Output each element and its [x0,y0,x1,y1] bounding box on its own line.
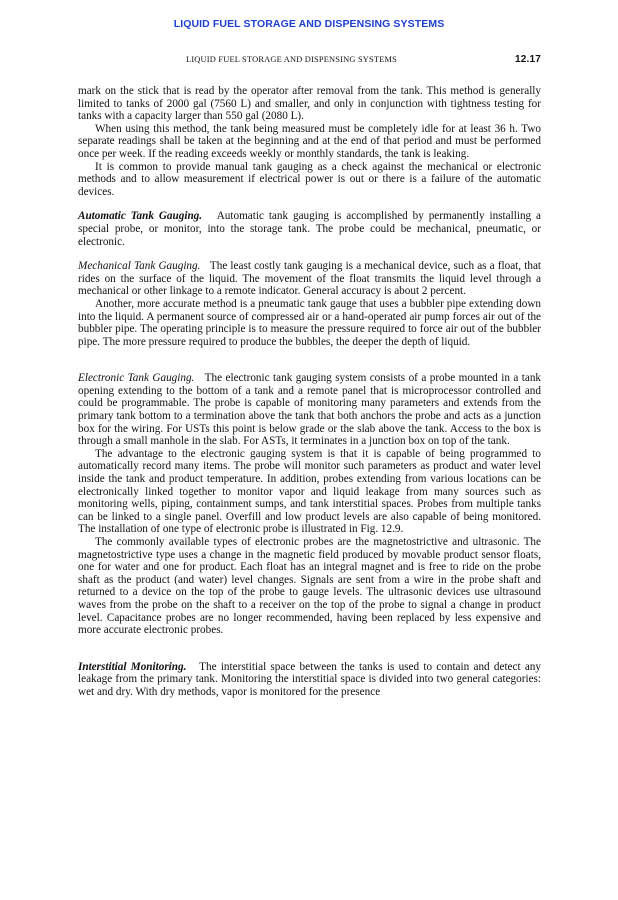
paragraph: mark on the stick that is read by the operator after removal from the tank. This method is generally limited to tanks of 2000 gal (7560 L) and smaller, and only in conjunction with tightness testing for tanks with a capacity larger than 550 gal (2080 L). [78,85,541,123]
section-heading: Automatic Tank Gauging. [78,210,203,223]
section-interstitial-monitoring [78,661,541,699]
paragraph: The advantage to the electronic gauging system is that it is capable of being programmed to automatically record many items. The probe will monitor such parameters as product and water level inside the tank and product temperature. In addition, probes extending from various locations can be electronically linked together to monitor vapor and liquid leakage from many sources such as monitoring wells, piping, containment sumps, and tank interstitial spaces. Probes from multiple tanks can be linked to a single panel. Overfill and low product levels are also capable of being monitored. The installation of one type of electronic probe is illustrated in Fig. 12.9. [78,447,541,536]
paragraph-text: The interstitial space between the tanks is used to contain and detect any leakage from the primary tank. Monitoring the interstitial space is divided into two general categories: wet and dry. With dry methods, vapor is monitored for the presence [78,660,541,698]
paragraph: When using this method, the tank being measured must be completely idle for at least 36 h. Two separate readings shall be taken at the beginning and at the end of that period and must be performed once per week. If the reading exceeds weekly or monthly standards, the tank is leaking. [78,122,541,160]
paragraph: Another, more accurate method is a pneumatic tank gauge that uses a bubbler pipe extending down into the liquid. A permanent source of compressed air or a hand-operated air pump forces air out of the bubbler pipe. The operating principle is to measure the pressure required to force air out of the bubbler pipe. The more pressure required to produce the bubbles, the deeper the depth of liquid. [78,297,541,348]
subsection-heading: Electronic Tank Gauging. [78,372,195,385]
running-head-title: LIQUID FUEL STORAGE AND DISPENSING SYSTEMS [186,55,398,64]
page-number: 12.17 [514,54,541,65]
subsection-heading: Mechanical Tank Gauging. [78,260,201,273]
section-automatic-tank-gauging [78,210,541,248]
paragraph-text: The electronic tank gauging system consists of a probe mounted in a tank opening extending to the bottom of a tank and a remote panel that is microprocessor controlled and could be programmable. The probe is capable of monitoring many parameters and extends from the primary tank bottom to a termination above the tank that both anchors the probe and acts as a junction box for the wiring. For USTs this point is below grade or the slab above the tank. Access to the box is through a small manhole in the slab. For ASTs, it terminates in a junction box on top of the tank. [78,372,542,448]
paragraph: It is common to provide manual tank gauging as a check against the mechanical or electronic methods and to allow measurement if electrical power is out or there is a failure of the automatic devices. [78,160,541,198]
paragraph: The commonly available types of electronic probes are the magnetostrictive and ultrasonic. The magnetostrictive type uses a change in the magnetic field produced by movable product sensor floats, one for water and one for product. Each float has an integral magnet and is free to ride on the probe shaft as the product (and water) level changes. Signals are sent from a wire in the probe shaft and returned to a device on the top of the probe to gauge levels. The ultrasonic devices use ultrasound waves from the probe on the shaft to a receiver on the top of the probe to signal a change in product level. Capacitance probes are no longer recommended, having been replaced by less expensive and more accurate electronic probes. [78,536,541,637]
paragraph-text: The least costly tank gauging is a mechanical device, such as a float, that rides on the surface of the liquid. The movement of the float transmits the liquid level through a mechanical or other linkage to a remote indicator. General accuracy is about 2 percent. [78,260,542,298]
publication-banner: LIQUID FUEL STORAGE AND DISPENSING SYSTEMS [173,18,445,30]
body-text [78,85,541,699]
section-mechanical-tank-gauging [78,260,541,298]
section-electronic-tank-gauging [78,372,541,448]
section-heading: Interstitial Monitoring. [78,660,187,673]
paragraph-text: Automatic tank gauging is accomplished by permanently installing a special probe, or monitor, into the storage tank. The probe could be mechanical, pneumatic, or electronic. [78,210,541,248]
